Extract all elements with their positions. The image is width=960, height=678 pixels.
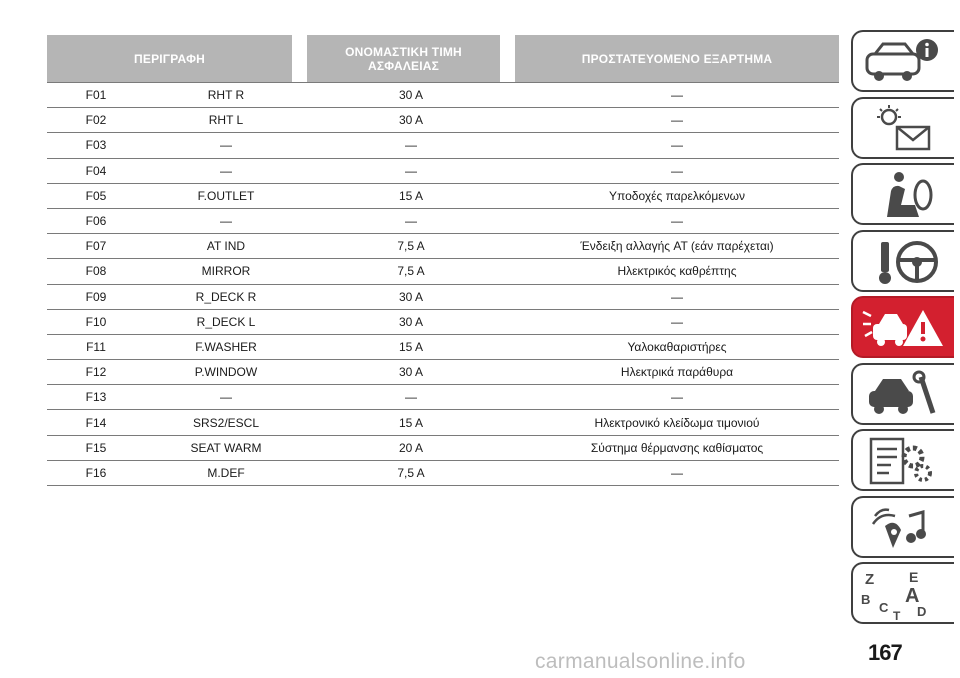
fuse-id: F10	[85, 314, 107, 329]
protected-component: Ηλεκτρικά παράθυρα	[620, 365, 734, 380]
table-row	[47, 285, 839, 310]
fuse-name: RHT L	[208, 113, 244, 128]
protected-component: —	[671, 88, 683, 103]
chapter-tab-7[interactable]	[851, 429, 954, 491]
protected-component: Ένδειξη αλλαγής AT (εάν παρέχεται)	[580, 239, 774, 254]
fuse-id: F03	[85, 138, 107, 153]
protected-component: —	[671, 390, 683, 405]
fuse-name: SRS2/ESCL	[192, 415, 260, 430]
fuse-id: F01	[85, 88, 107, 103]
svg-text:A: A	[905, 585, 920, 607]
protected-component: —	[671, 113, 683, 128]
svg-text:Z: Z	[865, 571, 875, 588]
svg-text:T: T	[893, 609, 901, 620]
table-row	[47, 159, 839, 184]
fuse-id: F16	[85, 465, 107, 480]
protected-component: —	[671, 314, 683, 329]
svg-text:C: C	[879, 600, 889, 615]
header-rating-label	[345, 45, 462, 73]
fuse-name: F.OUTLET	[197, 188, 255, 203]
fuse-rating: 30 A	[398, 365, 424, 380]
table-row	[47, 385, 839, 410]
fuse-name: R_DECK L	[196, 314, 256, 329]
table-row	[47, 461, 839, 486]
header-description	[47, 35, 292, 82]
header-rating-line2: ΑΣΦΑΛΕΙΑΣ	[367, 58, 440, 73]
fuse-name: F.WASHER	[195, 339, 257, 354]
fuse-rating: 15 A	[398, 339, 424, 354]
fuse-rating: 30 A	[398, 314, 424, 329]
table-row	[47, 436, 839, 461]
fuse-name: MIRROR	[201, 264, 251, 279]
fuse-id: F08	[85, 264, 107, 279]
watermark: carmanualsonline.info	[535, 650, 746, 673]
fuse-name: RHT R	[207, 88, 245, 103]
chapter-tab-3[interactable]	[851, 163, 954, 225]
table-row	[47, 83, 839, 108]
protected-component: Σύστημα θέρμανσης καθίσματος	[590, 440, 764, 455]
fuse-name: SEAT WARM	[190, 440, 262, 455]
fuse-id: F15	[85, 440, 107, 455]
chapter-tab-5[interactable]	[851, 296, 954, 358]
protected-component: Υαλοκαθαριστήρες	[627, 339, 727, 354]
fuse-table	[47, 35, 839, 486]
fuse-rating: —	[405, 390, 417, 405]
fuse-rating: 30 A	[398, 113, 424, 128]
fuse-rating: 15 A	[398, 188, 424, 203]
table-row	[47, 209, 839, 234]
fuse-id: F07	[85, 239, 107, 254]
protected-component: —	[671, 138, 683, 153]
fuse-rating: 7,5 A	[397, 239, 425, 254]
protected-component: —	[671, 289, 683, 304]
fuse-rating: 7,5 A	[397, 264, 425, 279]
fuse-id: F09	[85, 289, 107, 304]
header-component	[515, 35, 839, 82]
table-row	[47, 234, 839, 259]
fuse-name: R_DECK R	[195, 289, 257, 304]
fuse-name: AT IND	[206, 239, 246, 254]
table-row	[47, 259, 839, 284]
fuse-name: P.WINDOW	[194, 365, 258, 380]
chapter-tab-1[interactable]	[851, 30, 954, 92]
table-header	[47, 35, 839, 83]
chapter-tab-8[interactable]	[851, 496, 954, 558]
protected-component: Ηλεκτρονικό κλείδωμα τιμονιού	[594, 415, 760, 430]
svg-text:E: E	[909, 569, 919, 585]
fuse-name: M.DEF	[207, 465, 245, 480]
page-number: 167	[868, 640, 902, 665]
header-description-label: ΠΕΡΙΓΡΑΦΗ	[134, 51, 205, 66]
chapter-tab-2[interactable]	[851, 97, 954, 159]
fuse-rating: —	[405, 138, 417, 153]
protected-component: Ηλεκτρικός καθρέπτης	[617, 264, 737, 279]
header-rating-line1: ΟΝΟΜΑΣΤΙΚΗ ΤΙΜΗ	[345, 44, 462, 59]
table-body	[47, 83, 839, 486]
fuse-name: —	[220, 138, 232, 153]
svg-text:B: B	[861, 592, 871, 607]
chapter-tab-4[interactable]	[851, 230, 954, 292]
fuse-id: F02	[85, 113, 107, 128]
fuse-id: F11	[86, 339, 106, 354]
chapter-tab-9[interactable]	[851, 562, 954, 624]
fuse-rating: 7,5 A	[397, 465, 425, 480]
table-row	[47, 108, 839, 133]
svg-text:D: D	[917, 604, 927, 619]
table-row	[47, 410, 839, 435]
fuse-id: F06	[85, 214, 107, 229]
fuse-id: F04	[85, 163, 107, 178]
table-row	[47, 360, 839, 385]
fuse-rating: 30 A	[398, 88, 424, 103]
fuse-id: F12	[85, 365, 107, 380]
fuse-id: F13	[85, 390, 107, 405]
protected-component: Υποδοχές παρελκόμενων	[609, 188, 745, 203]
fuse-name: —	[220, 163, 232, 178]
table-row	[47, 133, 839, 158]
table-row	[47, 310, 839, 335]
protected-component: —	[671, 163, 683, 178]
table-row	[47, 335, 839, 360]
fuse-rating: 15 A	[398, 415, 424, 430]
fuse-rating: 20 A	[398, 440, 424, 455]
fuse-rating: —	[405, 163, 417, 178]
header-rating	[307, 35, 500, 82]
chapter-tab-6[interactable]	[851, 363, 954, 425]
header-component-label: ΠΡΟΣΤΑΤΕΥΟΜΕΝΟ ΕΞΑΡΤΗΜΑ	[581, 51, 773, 66]
fuse-rating: —	[405, 214, 417, 229]
fuse-id: F14	[85, 415, 107, 430]
protected-component: —	[671, 465, 683, 480]
fuse-name: —	[220, 214, 232, 229]
fuse-name: —	[220, 390, 232, 405]
protected-component: —	[671, 214, 683, 229]
fuse-rating: 30 A	[398, 289, 424, 304]
fuse-id: F05	[85, 188, 107, 203]
table-row	[47, 184, 839, 209]
